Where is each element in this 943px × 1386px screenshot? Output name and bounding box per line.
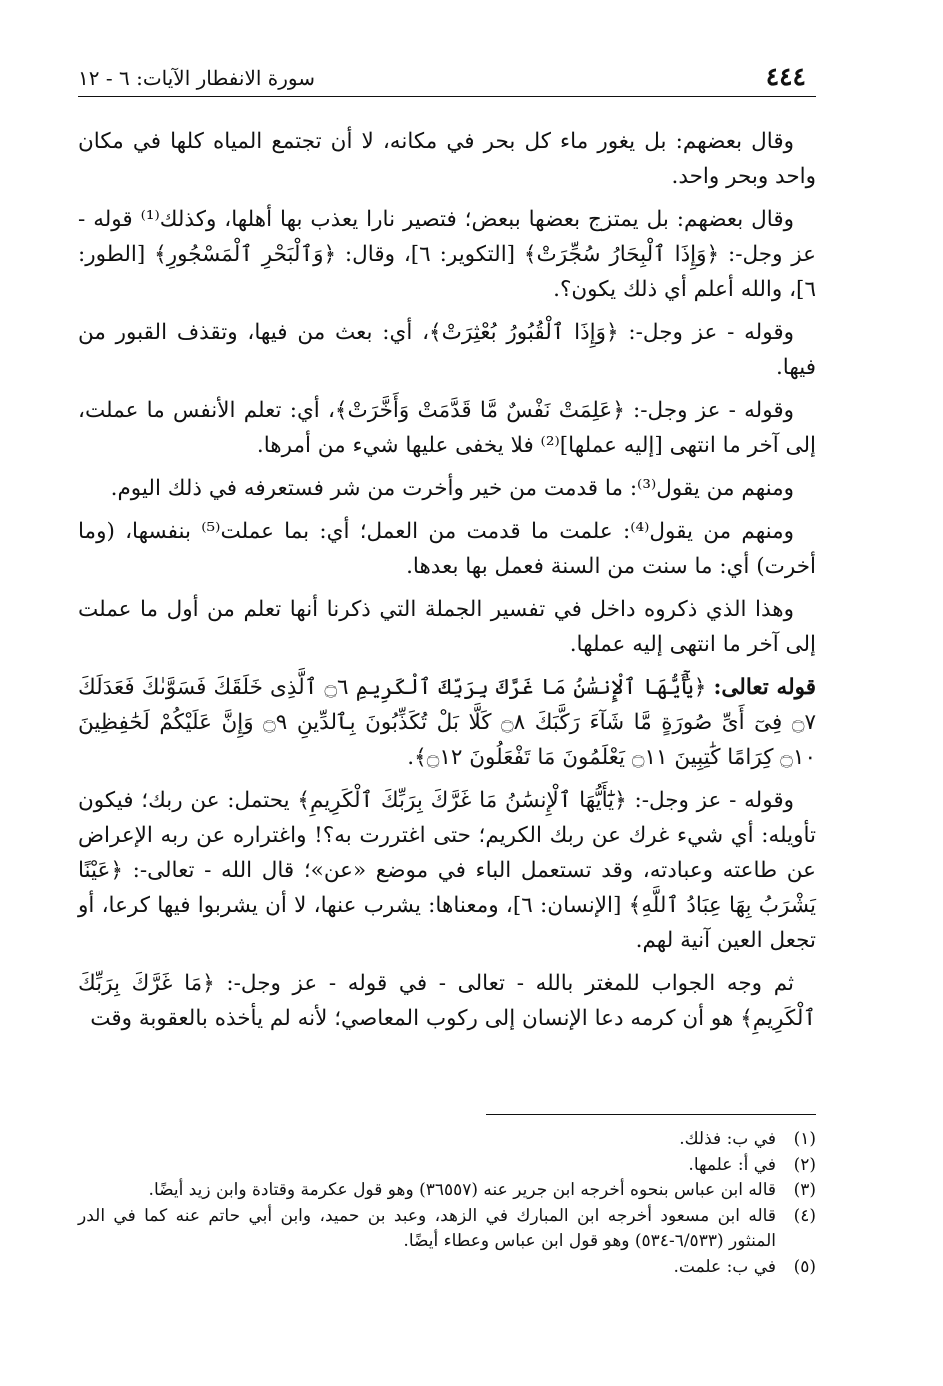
footnote-number: (٣) bbox=[793, 1180, 816, 1200]
paragraph: وقال بعضهم: بل يمتزج بعضها ببعض؛ فتصير نارا يعذب بها أهلها، وكذلك⁽¹⁾ قوله - عز وجل-: ﴿وَإِذَا ٱلْبِحَارُ سُجِّرَتْ﴾ [التكوير: ٦]، وقال: ﴿وَٱلْبَحْرِ ٱلْمَسْجُورِ﴾ [الطور: ٦]، والله أعلم أي ذلك يكون؟. bbox=[78, 207, 816, 302]
footnote bbox=[78, 1204, 816, 1255]
main-text bbox=[78, 124, 816, 1044]
footnote bbox=[78, 1255, 816, 1281]
header-rule bbox=[78, 96, 816, 97]
footnote-number: (٢) bbox=[793, 1154, 816, 1175]
paragraph: وهذا الذي ذكروه داخل في تفسير الجملة التي ذكرنا أنها تعلم من أول ما عملت إلى آخر ما انتهى إليه عملها. bbox=[78, 597, 816, 657]
footnote-number: (١) bbox=[793, 1129, 816, 1149]
verse-text: ﴿يَٰٓأَيُّهَا ٱلْإِنسَٰنُ مَا غَرَّكَ بِرَبِّكَ ٱلْكَرِيمِ ۝٦ ٱلَّذِى خَلَقَكَ فَسَوَّىٰكَ فَعَدَلَكَ ۝٧ فِىٓ أَىِّ صُورَةٍ مَّا شَآءَ رَكَّبَكَ ۝٨ كَلَّا بَلْ تُكَذِّبُونَ بِٱلدِّينِ ۝٩ وَإِنَّ عَلَيْكُمْ لَحَٰفِظِينَ ۝١٠ كِرَامًا كَٰتِبِينَ ۝١١ يَعْلَمُونَ مَا تَفْعَلُونَ ۝١٢﴾. bbox=[78, 675, 817, 770]
footnote-text: قاله ابن عباس بنحوه أخرجه ابن جرير عنه (٣٦٥٥٧) وهو قول عكرمة وقتادة وابن زيد أيضًا. bbox=[148, 1180, 776, 1200]
paragraph: ثم وجه الجواب للمغتر بالله - تعالى - في قوله - عز وجل-: ﴿مَا غَرَّكَ بِرَبِّكَ ٱلْكَرِيمِ﴾ هو أن كرمه دعا الإنسان إلى ركوب المعاصي؛ لأنه لم يأخذه بالعقوبة وقت bbox=[78, 971, 816, 1031]
paragraph: وقوله - عز وجل-: ﴿عَلِمَتْ نَفْسٌ مَّا قَدَّمَتْ وَأَخَّرَتْ﴾، أي: تعلم الأنفس ما عملت، إلى آخر ما انتهى [إليه عملها]⁽²⁾ فلا يخفى عليها شيء من أمرها. bbox=[78, 398, 816, 458]
footnote bbox=[78, 1127, 816, 1153]
footnote bbox=[78, 1178, 816, 1204]
page-header bbox=[78, 52, 816, 96]
paragraph: ومنهم من يقول⁽⁴⁾: علمت ما قدمت من العمل؛ أي: بما عملت⁽⁵⁾ بنفسها، (وما أخرت) أي: ما سنت من السنة فعمل بها بعدها. bbox=[78, 519, 816, 579]
verse-label: قوله تعالى: bbox=[713, 675, 817, 700]
footnote-text: في ب: علمت. bbox=[673, 1256, 776, 1277]
page-number: ٤٤٤ bbox=[765, 62, 806, 91]
footnote bbox=[78, 1153, 816, 1179]
footnote-separator bbox=[486, 1114, 816, 1115]
footnotes bbox=[78, 1127, 816, 1280]
book-page bbox=[78, 52, 816, 1352]
paragraph: وقوله - عز وجل-: ﴿يَٰٓأَيُّهَا ٱلْإِنسَٰنُ مَا غَرَّكَ بِرَبِّكَ ٱلْكَرِيمِ﴾ يحتمل: عن ربك؛ فيكون تأويله: أي شيء غرك عن ربك الكريم؛ حتى اغتررت به؟! واغتراره عن ربه الإعراض عن طاعته وعبادته، وقد تستعمل الباء في موضع «عن»؛ قال الله - تعالى-: ﴿عَيْنًا يَشْرَبُ بِهَا عِبَادُ ٱللَّهِ﴾ [الإنسان: ٦]، ومعناها: يشرب عنها، لا أن يشربوا فيها كرعا، أو تجعل العين آنية لهم. bbox=[78, 788, 816, 953]
footnote-text: في ب: فذلك. bbox=[679, 1129, 776, 1149]
footnote-number: (٤) bbox=[793, 1205, 816, 1226]
running-title: سورة الانفطار الآيات: ٦ - ١٢ bbox=[78, 66, 316, 90]
paragraph: وقوله - عز وجل-: ﴿وَإِذَا ٱلْقُبُورُ بُعْثِرَتْ﴾، أي: بعث من فيها، وتقذف القبور من فيها. bbox=[78, 320, 816, 380]
paragraph: ومنهم من يقول⁽³⁾: ما قدمت من خير وأخرت من شر فستعرفه في ذلك اليوم. bbox=[110, 476, 794, 501]
footnote-text: في أ: علمها. bbox=[688, 1154, 776, 1175]
paragraph: وقال بعضهم: بل يغور ماء كل بحر في مكانه، لا أن تجتمع المياه كلها في مكان واحد وبحر واحد. bbox=[78, 129, 816, 189]
footnote-number: (٥) bbox=[793, 1256, 816, 1277]
verse-block bbox=[78, 670, 816, 775]
footnote-text: قاله ابن مسعود أخرجه ابن المبارك في الزهد، وعبد بن حميد، وابن أبي حاتم عنه كما في الدر المنثور (٦/٥٣٣-٥٣٤) وهو قول ابن عباس وعطاء أيضًا. bbox=[78, 1205, 776, 1251]
